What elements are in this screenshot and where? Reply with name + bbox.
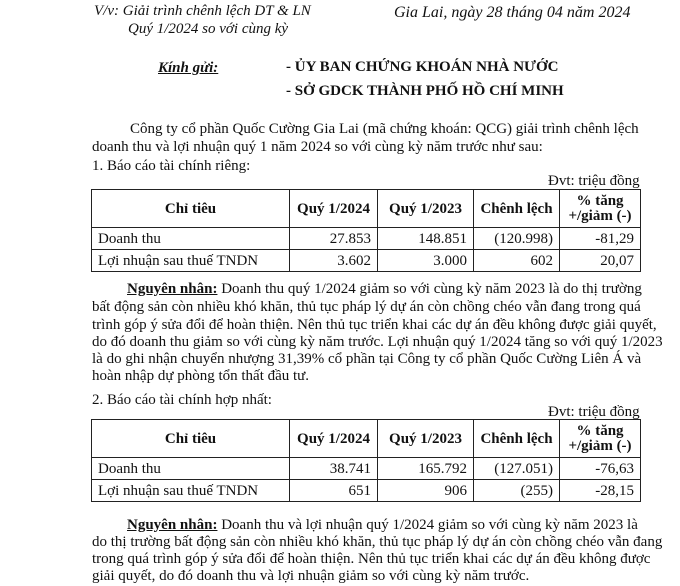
section1-reason-line-1: Nguyên nhân: Doanh thu quý 1/2024 giảm so với cùng kỳ năm 2023 là do thị trường	[127, 281, 642, 297]
section1-reason-line-3: trình góp ý sửa đổi để hoàn thiện. Nên thủ tục triển khai các dự án đều không được giải quyết,	[92, 317, 657, 333]
col-header-q1-2024: Quý 1/2024	[290, 420, 378, 458]
cell-percent: 20,07	[560, 250, 641, 272]
section2-table	[91, 419, 641, 502]
section2-title: 2. Báo cáo tài chính hợp nhất:	[92, 392, 272, 408]
section1-reason-line-5: là do ghi nhận chuyển nhượng 31,39% cổ phần tại Công ty cổ phần Quốc Cường Liên Á và	[92, 351, 642, 367]
cell-difference: (120.998)	[474, 228, 560, 250]
table-header-row	[92, 190, 641, 228]
cell-percent: -28,15	[560, 480, 641, 502]
section2-reason-line-3: trong quá trình góp ý sửa đổi để hoàn thiện. Nên thủ tục triển khai các dự án đều không được	[92, 551, 651, 567]
row-label: Doanh thu	[92, 458, 290, 480]
section2-reason-label: Nguyên nhân:	[127, 517, 218, 533]
cell-difference: 602	[474, 250, 560, 272]
row-label: Lợi nhuận sau thuế TNDN	[92, 480, 290, 502]
section1-reason-label: Nguyên nhân:	[127, 281, 218, 297]
recipient-hose: - SỞ GDCK THÀNH PHỐ HỒ CHÍ MINH	[286, 83, 564, 99]
col-header-difference: Chênh lệch	[474, 190, 560, 228]
reference-line-1: V/v: Giải trình chênh lệch DT & LN	[94, 3, 311, 19]
cell-q1-2024: 651	[290, 480, 378, 502]
col-header-q1-2024: Quý 1/2024	[290, 190, 378, 228]
cell-q1-2023: 906	[378, 480, 474, 502]
cell-q1-2024: 3.602	[290, 250, 378, 272]
place-date: Gia Lai, ngày 28 tháng 04 năm 2024	[394, 4, 631, 21]
cell-percent: -81,29	[560, 228, 641, 250]
cell-difference: (255)	[474, 480, 560, 502]
table-header-row	[92, 420, 641, 458]
section2-unit: Đvt: triệu đồng	[548, 404, 640, 420]
section2-reason-line-2: do thị trường bất động sản còn nhiều khó khăn, thủ tục pháp lý dự án còn chồng chéo vẫn đang	[92, 534, 663, 550]
section1-reason-line-4: do đó doanh thu giảm so với cùng kỳ năm trước. Lợi nhuận quý 1/2024 tăng so với quý 1/2023	[92, 334, 663, 350]
cell-q1-2024: 38.741	[290, 458, 378, 480]
cell-difference: (127.051)	[474, 458, 560, 480]
cell-q1-2023: 3.000	[378, 250, 474, 272]
cell-percent: -76,63	[560, 458, 641, 480]
recipient-ssc: - ỦY BAN CHỨNG KHOÁN NHÀ NƯỚC	[286, 59, 559, 75]
col-header-indicator: Chỉ tiêu	[92, 190, 290, 228]
col-header-q1-2023: Quý 1/2023	[378, 190, 474, 228]
table-row	[92, 458, 641, 480]
section1-unit: Đvt: triệu đồng	[548, 173, 640, 189]
section2-reason-line-1: Nguyên nhân: Doanh thu và lợi nhuận quý 1/2024 giảm so với cùng kỳ năm 2023 là	[127, 517, 638, 533]
section1-title: 1. Báo cáo tài chính riêng:	[92, 158, 251, 174]
row-label: Doanh thu	[92, 228, 290, 250]
col-header-difference: Chênh lệch	[474, 420, 560, 458]
table-row	[92, 250, 641, 272]
section1-reason-line-6: hoàn nhập dự phòng tổn thất đầu tư.	[92, 368, 310, 384]
intro-line-2: doanh thu và lợi nhuận quý 1 năm 2024 so với cùng kỳ năm trước như sau:	[92, 139, 543, 155]
section1-table	[91, 189, 641, 272]
recipients-label: Kính gửi:	[158, 60, 219, 76]
col-header-percent: % tăng +/giảm (-)	[560, 190, 641, 228]
intro-line-1: Công ty cổ phần Quốc Cường Gia Lai (mã chứng khoán: QCG) giải trình chênh lệch	[130, 121, 639, 137]
section2-reason-line-4: giải quyết, do đó doanh thu và lợi nhuận giảm so với cùng kỳ năm trước.	[92, 568, 530, 584]
col-header-q1-2023: Quý 1/2023	[378, 420, 474, 458]
cell-q1-2023: 165.792	[378, 458, 474, 480]
reference-line-2: Quý 1/2024 so với cùng kỳ	[128, 21, 289, 37]
section1-reason-line-2: bất động sản còn nhiều khó khăn, thủ tục pháp lý dự án còn chồng chéo vẫn đang trong quá	[92, 299, 641, 315]
col-header-indicator: Chỉ tiêu	[92, 420, 290, 458]
cell-q1-2024: 27.853	[290, 228, 378, 250]
table-row	[92, 480, 641, 502]
col-header-percent: % tăng +/giảm (-)	[560, 420, 641, 458]
row-label: Lợi nhuận sau thuế TNDN	[92, 250, 290, 272]
table-row	[92, 228, 641, 250]
cell-q1-2023: 148.851	[378, 228, 474, 250]
